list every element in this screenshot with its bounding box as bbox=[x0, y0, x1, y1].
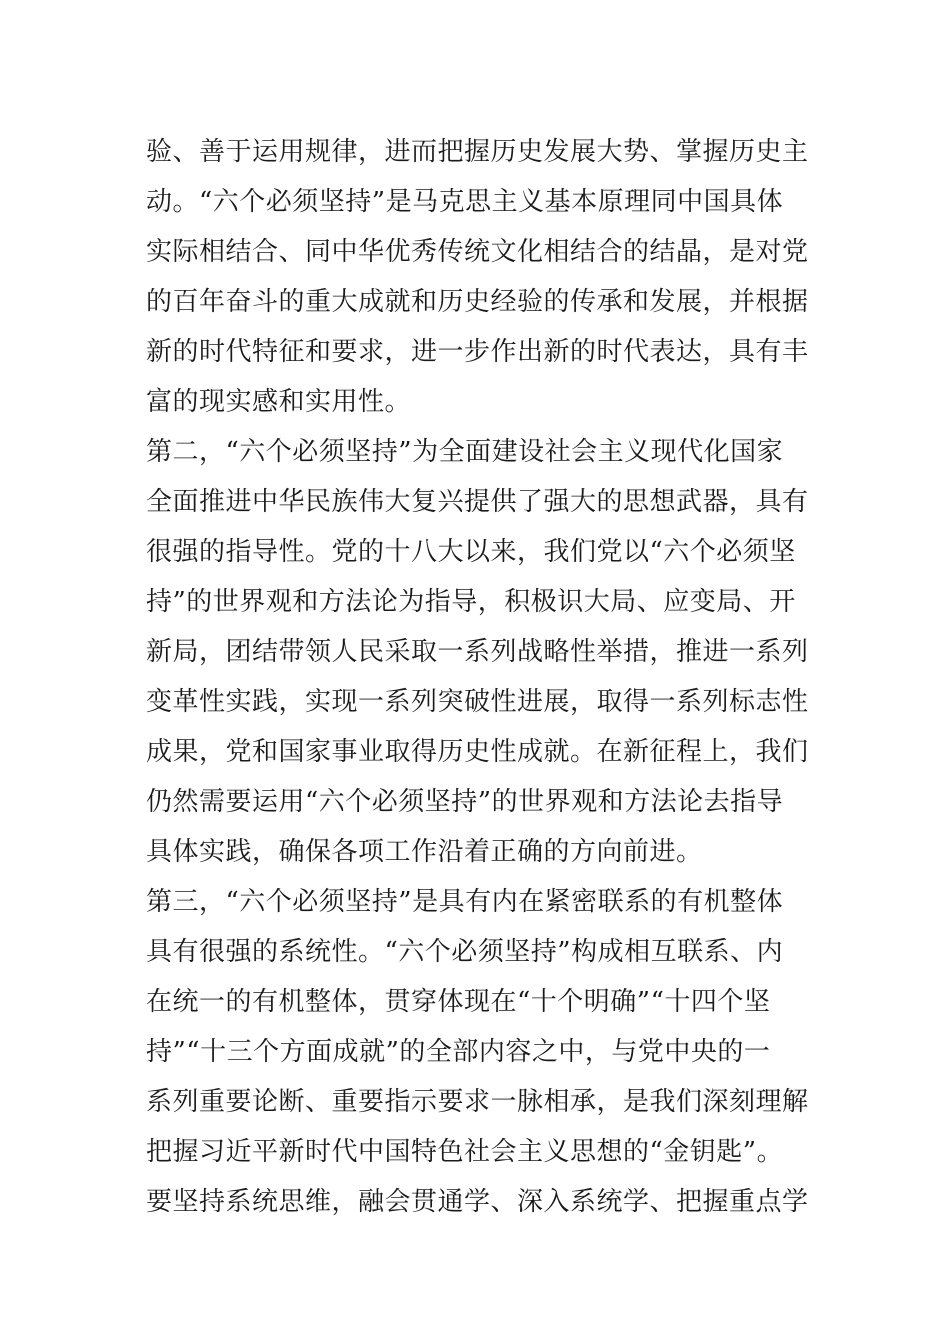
text-line: 持”“十三个方面成就”的全部内容之中，与党中央的一 bbox=[146, 1037, 771, 1067]
text-line: 持”的世界观和方法论为指导，积极识大局、应变局、开 bbox=[146, 587, 796, 617]
text-line: 验、善于运用规律，进而把握历史发展大势、掌握历史主 bbox=[146, 137, 809, 167]
text-line: 全面推进中华民族伟大复兴提供了强大的思想武器，具有 bbox=[146, 487, 809, 517]
text-line: 变革性实践，实现一系列突破性进展，取得一系列标志性 bbox=[146, 687, 809, 717]
text-line: 很强的指导性。党的十八大以来，我们党以“六个必须坚 bbox=[146, 537, 796, 567]
text-line: 实际相结合、同中华优秀传统文化相结合的结晶，是对党 bbox=[146, 237, 809, 267]
text-line: 具有很强的系统性。“六个必须坚持”构成相互联系、内 bbox=[146, 937, 784, 967]
text-line: 新的时代特征和要求，进一步作出新的时代表达，具有丰 bbox=[146, 337, 809, 367]
text-line: 新局，团结带领人民采取一系列战略性举措，推进一系列 bbox=[146, 637, 809, 667]
text-line: 动。“六个必须坚持”是马克思主义基本原理同中国具体 bbox=[146, 187, 784, 217]
text-line: 的百年奋斗的重大成就和历史经验的传承和发展，并根据 bbox=[146, 287, 809, 317]
body-text bbox=[146, 127, 826, 1227]
text-line: 仍然需要运用“六个必须坚持”的世界观和方法论去指导 bbox=[146, 787, 784, 817]
text-line: 具体实践，确保各项工作沿着正确的方向前进。 bbox=[146, 837, 703, 867]
text-line: 把握习近平新时代中国特色社会主义思想的“金钥匙”。 bbox=[146, 1137, 784, 1167]
text-line: 在统一的有机整体，贯穿体现在“十个明确”“十四个坚 bbox=[146, 987, 771, 1017]
text-line: 成果，党和国家事业取得历史性成就。在新征程上，我们 bbox=[146, 737, 809, 767]
text-line: 富的现实感和实用性。 bbox=[146, 387, 412, 417]
text-line: 第三，“六个必须坚持”是具有内在紧密联系的有机整体 bbox=[146, 887, 784, 917]
text-line: 第二，“六个必须坚持”为全面建设社会主义现代化国家 bbox=[146, 437, 784, 467]
text-line: 要坚持系统思维，融会贯通学、深入系统学、把握重点学 bbox=[146, 1187, 809, 1217]
text-line: 系列重要论断、重要指示要求一脉相承，是我们深刻理解 bbox=[146, 1087, 809, 1117]
